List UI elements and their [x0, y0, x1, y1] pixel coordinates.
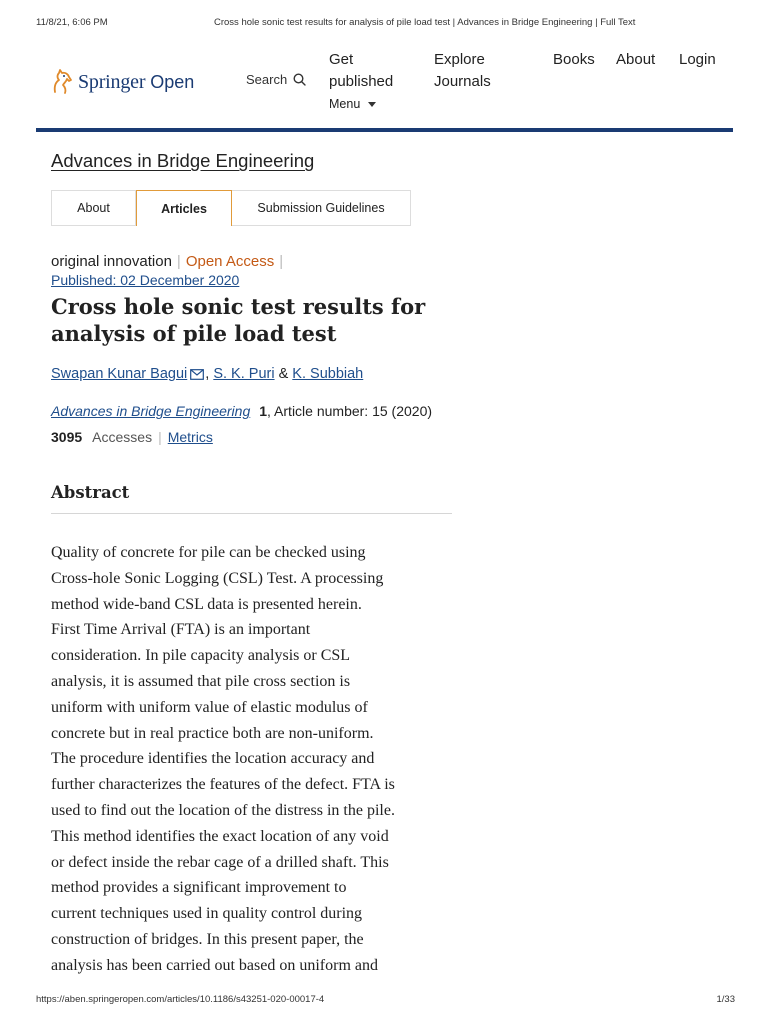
abstract-line: Quality of concrete for pile can be checked using [51, 544, 366, 561]
article-number: , Article number: 15 (2020) [267, 403, 433, 419]
nav-login[interactable]: Login [679, 51, 716, 68]
abstract-line: uniform with uniform value of elastic modulus of [51, 698, 368, 716]
logo-open-text: Open [150, 71, 195, 92]
journal-title-link[interactable]: Advances in Bridge Engineering [51, 150, 315, 171]
open-access-badge: Open Access [185, 253, 275, 270]
article-title-line: Cross hole sonic test results for [51, 294, 426, 319]
citation-line [51, 403, 432, 419]
author-link[interactable]: S. K. Puri [213, 366, 275, 382]
abstract-line: analysis has been carried out based on uniform and [51, 956, 379, 974]
published-date-link[interactable]: Published: 02 December 2020 [51, 272, 240, 288]
tab-about[interactable]: About [52, 191, 136, 225]
site-header [36, 40, 733, 132]
abstract-line: further characterizes the features of the defect. FTA is [51, 776, 395, 794]
volume-number: 1 [259, 403, 268, 419]
springer-horse-icon [50, 68, 74, 96]
article-metrics [51, 429, 213, 445]
nav-get-published[interactable] [329, 49, 409, 93]
accesses-count: 3095 [51, 429, 83, 445]
caret-down-icon [368, 102, 376, 107]
abstract-heading[interactable]: Abstract [51, 483, 130, 502]
tab-submission-guidelines[interactable]: Submission Guidelines [257, 201, 385, 215]
abstract-line: The procedure identifies the location accuracy and [51, 750, 375, 768]
metrics-separator: | [158, 429, 162, 445]
print-url: https://aben.springeropen.com/articles/10.1186/s43251-020-00017-4 [36, 994, 325, 1005]
abstract-line: analysis, it is assumed that pile cross section is [51, 672, 351, 690]
abstract-text [51, 540, 461, 979]
email-icon[interactable] [190, 369, 204, 380]
meta-separator: | [176, 253, 181, 270]
abstract-line: First Time Arrival (FTA) is an important [51, 621, 311, 639]
abstract-line: consideration. In pile capacity analysis or CSL [51, 647, 351, 665]
author-separator: , [205, 366, 210, 382]
springer-open-logo[interactable] [50, 66, 194, 98]
search-label: Search [246, 72, 288, 87]
abstract-line: method wide-band CSL data is presented herein. [51, 595, 362, 613]
journal-citation-link[interactable]: Advances in Bridge Engineering [51, 403, 251, 419]
nav-explore-journals[interactable] [434, 49, 514, 93]
journal-tabs [51, 190, 411, 226]
author-link[interactable]: Swapan Kunar Bagui [51, 366, 188, 382]
nav-get-published-line2: published [329, 73, 394, 90]
abstract-line: current techniques used in quality control during [51, 905, 363, 923]
accesses-label: Accesses [92, 429, 153, 445]
nav-explore-journals-line1: Explore [434, 51, 485, 68]
nav-explore-journals-line2: Journals [434, 73, 491, 90]
author-link[interactable]: K. Subbiah [292, 366, 364, 382]
author-list [51, 366, 363, 382]
print-datetime: 11/8/21, 6:06 PM [36, 17, 108, 28]
nav-books[interactable]: Books [553, 51, 595, 68]
nav-about[interactable]: About [616, 51, 656, 68]
abstract-divider [51, 513, 452, 514]
header-divider [36, 128, 733, 132]
abstract-line: used to find out the location of the distress in the pile. [51, 801, 395, 819]
metrics-link[interactable]: Metrics [167, 429, 213, 445]
meta-separator: | [279, 253, 284, 270]
article-title-line: analysis of pile load test [51, 321, 337, 346]
article-meta [51, 253, 288, 270]
print-page-title: Cross hole sonic test results for analysis of pile load test | Advances in Bridge Engineering | Full Text [214, 17, 636, 28]
nav-get-published-line1: Get [329, 51, 354, 68]
menu-label: Menu [329, 97, 361, 111]
abstract-line: method provides a significant improvement to [51, 879, 347, 897]
search-icon [293, 73, 306, 86]
abstract-line: construction of bridges. In this present paper, the [51, 930, 364, 948]
abstract-line: or defect inside the rebar cage of a drilled shaft. This [51, 853, 389, 871]
abstract-line: This method identifies the exact location of any void [51, 827, 389, 845]
abstract-line: concrete but in real practice both are non-uniform. [51, 724, 374, 742]
tab-articles[interactable]: Articles [136, 190, 232, 226]
article-type: original innovation [51, 253, 172, 270]
article-title [51, 293, 451, 347]
print-page-number: 1/33 [716, 994, 735, 1005]
logo-brand-text: Springer [78, 70, 146, 93]
author-and: & [278, 366, 289, 382]
menu-button[interactable] [329, 97, 376, 111]
abstract-line: Cross-hole Sonic Logging (CSL) Test. A processing [51, 569, 384, 587]
search-button[interactable] [246, 72, 306, 87]
